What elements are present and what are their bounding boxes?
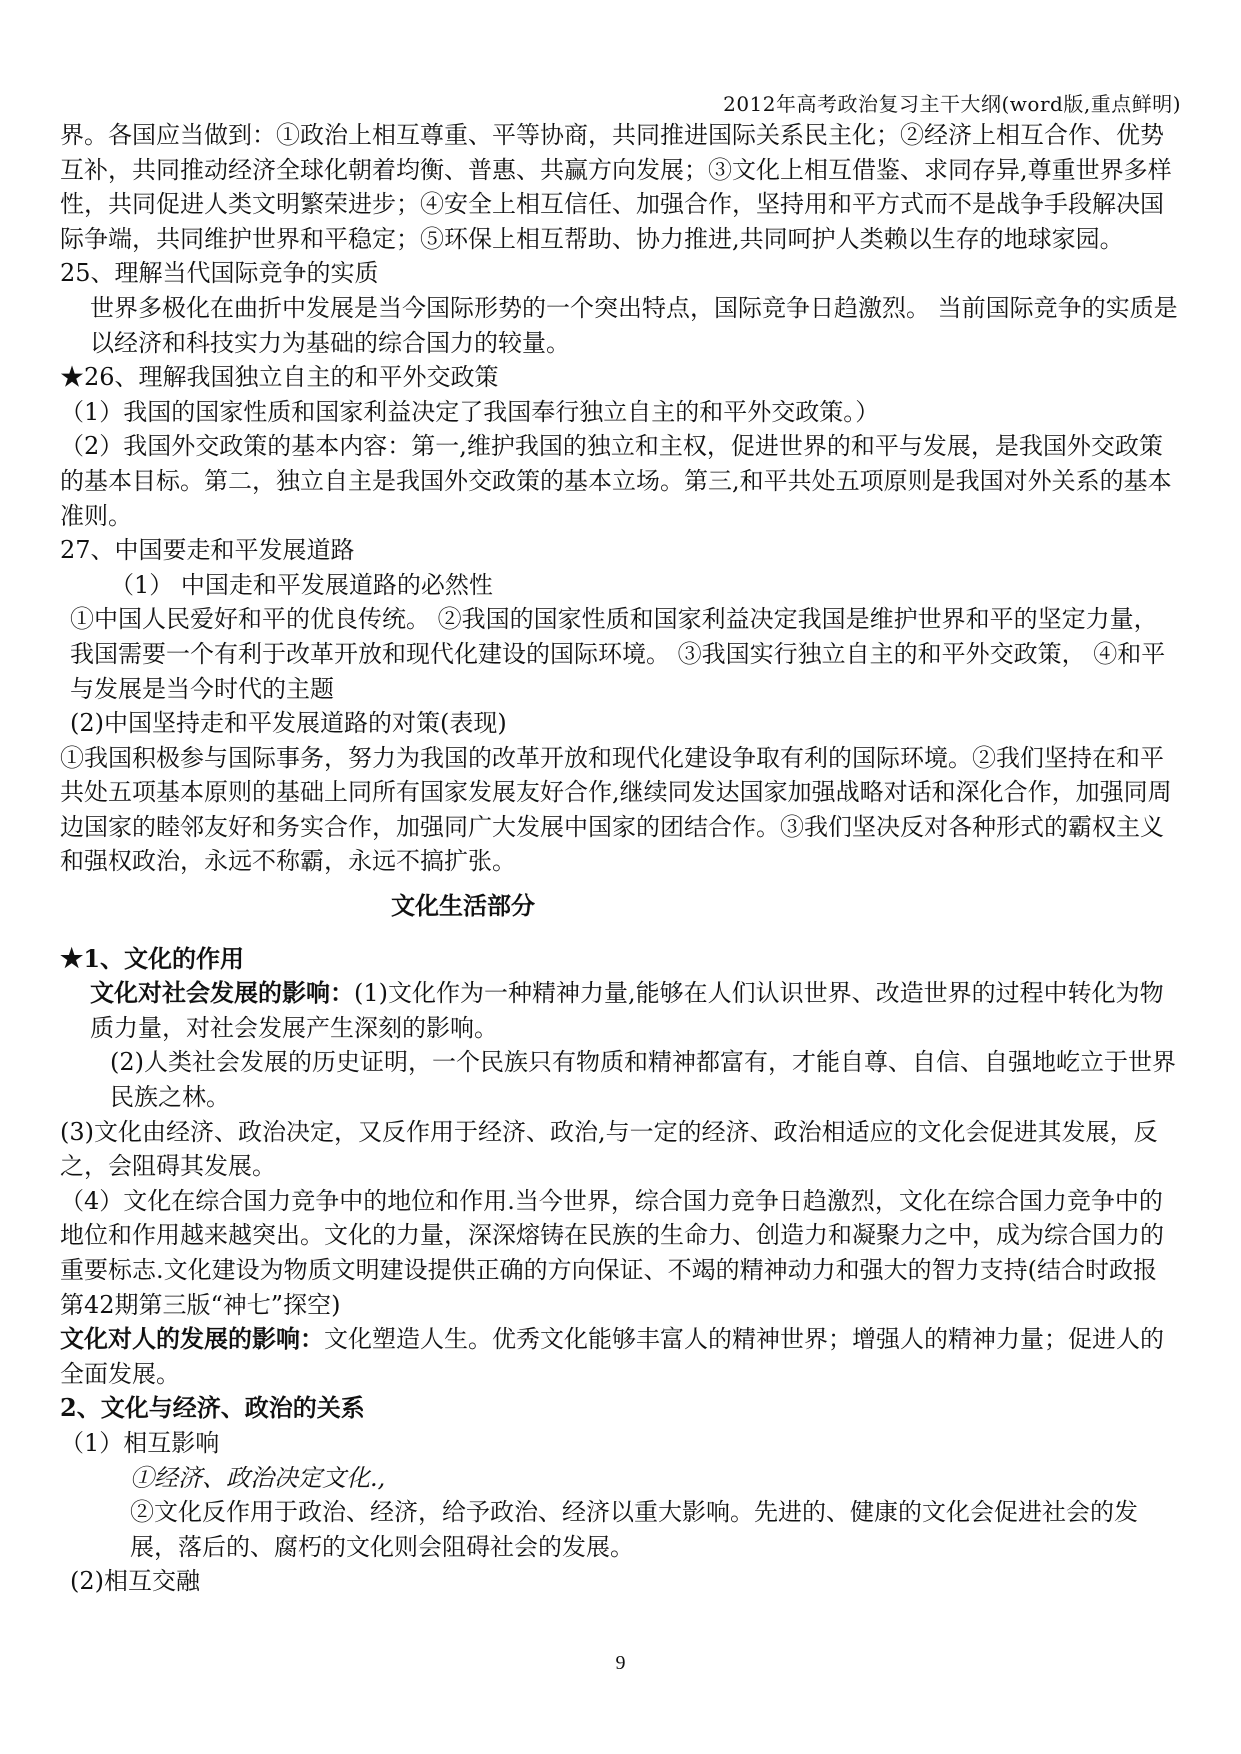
section-title	[60, 889, 1178, 924]
paragraph-text: 文化塑造人生。优秀文化能够丰富人的精神世界；增强人的精神力量；促进人的全面发展。	[60, 1325, 1164, 1388]
page-header: 2012年高考政治复习主干大纲(word版,重点鲜明)	[723, 92, 1181, 116]
subheading: (2)相互交融	[70, 1567, 200, 1596]
bold-lead: 文化对社会发展的影响：	[90, 978, 354, 1008]
star-icon: ★	[60, 943, 84, 974]
paragraph: 世界多极化在曲折中发展是当今国际形势的一个突出特点，国际竞争日趋激烈。 当前国际竞争的实质是以经济和科技实力为基础的综合国力的较量。	[90, 293, 1178, 357]
heading-culture-1	[60, 942, 1178, 977]
heading-27: 27、中国要走和平发展道路	[60, 536, 355, 565]
paragraph	[60, 1322, 1178, 1391]
subheading: (2)中国坚持走和平发展道路的对策(表现)	[70, 709, 507, 738]
list-item: ②文化反作用于政治、经济，给予政治、经济以重大影响。先进的、健康的文化会促进社会的发展，落后的、腐朽的文化则会阻碍社会的发展。	[130, 1498, 1138, 1561]
heading-25: 25、理解当代国际竞争的实质	[60, 259, 379, 288]
paragraph: （4）文化在综合国力竞争中的地位和作用.当今世界，综合国力竞争日趋激烈，文化在综合国力竞争中的地位和作用越来越突出。文化的力量，深深熔铸在民族的生命力、创造力和凝聚力之中，成为综合国力的重要标志.文化建设为物质文明建设提供正确的方向保证、不竭的精神动力和强大的智力支持(结合时政报第42期第三版“神七”探空)	[60, 1186, 1164, 1319]
bold-lead: 文化对人的发展的影响：	[60, 1324, 324, 1354]
paragraph: 界。各国应当做到：①政治上相互尊重、平等协商，共同推进国际关系民主化；②经济上相互合作、优势互补，共同推动经济全球化朝着均衡、普惠、共赢方向发展；③文化上相互借鉴、求同存异,尊重世界多样性，共同促进人类文明繁荣进步；④安全上相互信任、加强合作，坚持用和平方式而不是战争手段解决国际争端，共同维护世界和平稳定；⑤环保上相互帮助、协力推进,共同呵护人类赖以生存的地球家园。	[60, 121, 1172, 253]
paragraph	[60, 976, 1178, 1045]
list-item: ①经济、政治决定文化.,	[130, 1463, 386, 1492]
section-title-text: 文化生活部分	[391, 891, 535, 921]
heading-culture-2: 2、文化与经济、政治的关系	[60, 1393, 365, 1423]
paragraph-text: (1)文化作为一种精神力量,能够在人们认识世界、改造世界的过程中转化为物质力量，对社会发展产生深刻的影响。	[90, 979, 1164, 1042]
heading-text: 1、文化的作用	[83, 943, 245, 973]
subheading: （1）相互影响	[60, 1428, 220, 1457]
paragraph: （2）我国外交政策的基本内容：第一,维护我国的独立和主权，促进世界的和平与发展，是我国外交政策的基本目标。第二，独立自主是我国外交政策的基本立场。第三,和平共处五项原则是我国对外关系的基本准则。	[60, 432, 1172, 530]
paragraph: (3)文化由经济、政治决定，又反作用于经济、政治,与一定的经济、政治相适应的文化会促进其发展，反之，会阻碍其发展。	[60, 1117, 1158, 1181]
paragraph: ①我国积极参与国际事务，努力为我国的改革开放和现代化建设争取有利的国际环境。②我们坚持在和平共处五项基本原则的基础上同所有国家发展友好合作,继续同发达国家加强战略对话和深化合作，加强同周边国家的睦邻友好和务实合作，加强同广大发展中国家的团结合作。③我们坚决反对各种形式的霸权主义和强权政治，永远不称霸，永远不搞扩张。	[60, 743, 1172, 876]
paragraph: （1）我国的国家性质和国家利益决定了我国奉行独立自主的和平外交政策。）	[60, 397, 880, 426]
subheading: （1） 中国走和平发展道路的必然性	[110, 570, 493, 599]
heading-26: ★26、理解我国独立自主的和平外交政策	[60, 363, 499, 392]
document-body	[60, 118, 1178, 1599]
paragraph: (2)人类社会发展的历史证明，一个民族只有物质和精神都富有，才能自尊、自信、自强地屹立于世界民族之林。	[110, 1048, 1176, 1112]
paragraph: ①中国人民爱好和平的优良传统。 ②我国的国家性质和国家利益决定我国是维护世界和平的坚定力量，我国需要一个有利于改革开放和现代化建设的国际环境。 ③我国实行独立自主的和平外交政策， ④和平与发展是当今时代的主题	[70, 605, 1166, 703]
page-number: 9	[615, 1652, 626, 1674]
